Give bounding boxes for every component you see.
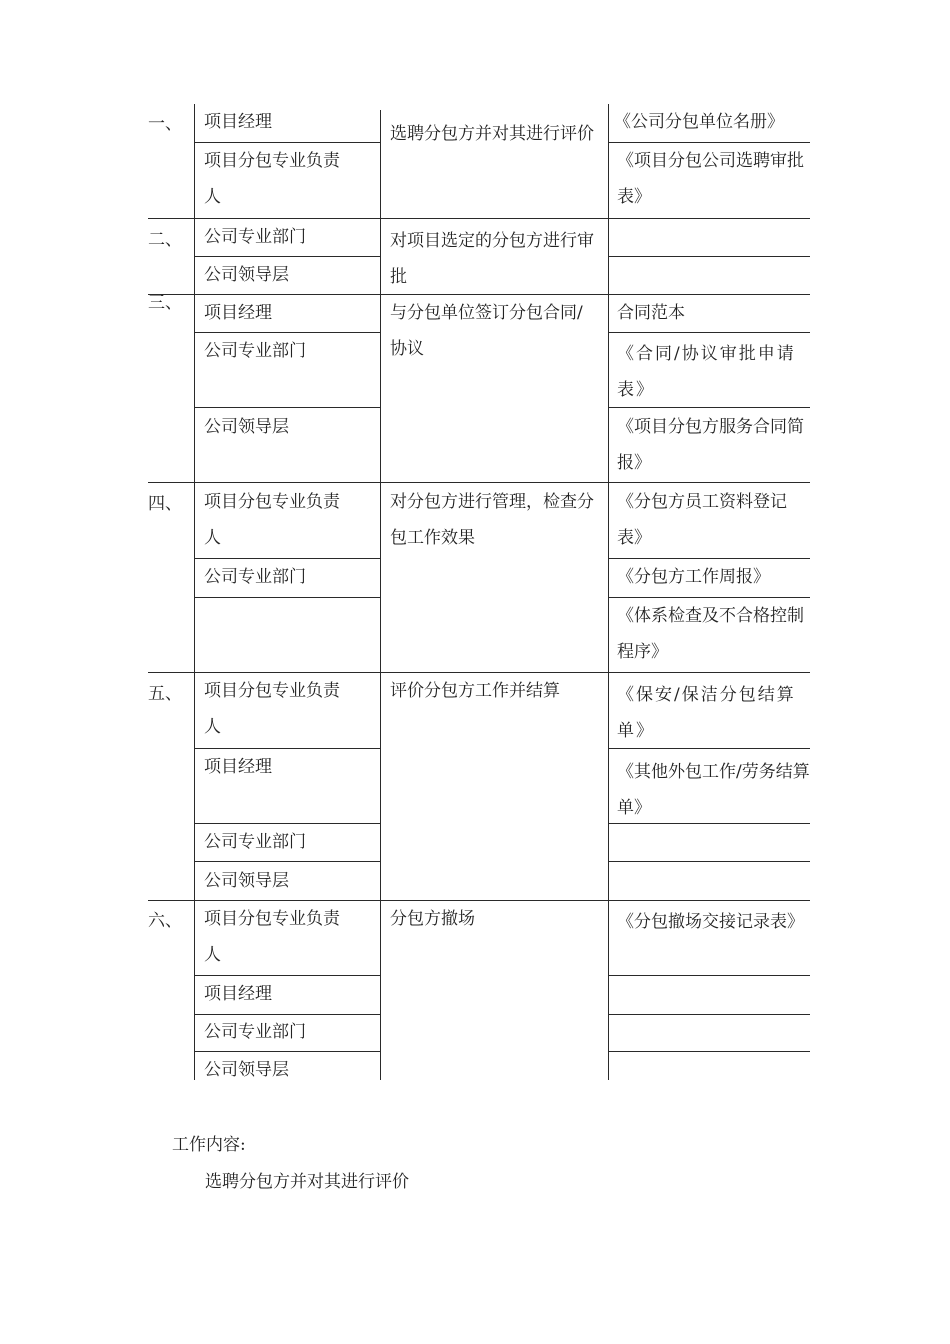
section-number: 一、 — [148, 114, 182, 134]
doc-cell: 合同范本 — [617, 303, 685, 323]
role-cell: 项目经理 — [204, 303, 272, 323]
rule — [194, 597, 380, 598]
doc-cell: 《分包方工作周报》 — [617, 567, 770, 587]
doc-cell: 《体系检查及不合格控制程序》 — [617, 606, 804, 662]
role-cell: 公司专业部门 — [204, 227, 306, 247]
task-cell: 与分包单位签订分包合同/协议 — [390, 303, 583, 359]
rule — [194, 104, 195, 1080]
role-cell: 项目分包专业负责人 — [204, 681, 340, 737]
rule — [380, 110, 381, 1080]
role-cell: 公司领导层 — [204, 265, 289, 285]
section-number: 四、 — [148, 494, 182, 514]
role-cell: 项目分包专业负责人 — [204, 492, 340, 548]
section-heading: 工作内容: — [172, 1135, 246, 1155]
task-cell: 选聘分包方并对其进行评价 — [390, 124, 594, 144]
role-cell: 项目经理 — [204, 984, 272, 1004]
role-cell: 公司专业部门 — [204, 832, 306, 852]
rule — [194, 861, 380, 862]
task-cell: 对项目选定的分包方进行审批 — [390, 231, 594, 287]
section-number: 六、 — [148, 911, 182, 931]
role-cell: 公司领导层 — [204, 1060, 289, 1080]
rule — [608, 975, 810, 976]
role-cell: 公司专业部门 — [204, 1022, 306, 1042]
role-cell: 项目经理 — [204, 112, 272, 132]
rule — [608, 104, 609, 1080]
role-cell: 项目分包专业负责人 — [204, 151, 340, 207]
section-number: 二、 — [148, 230, 182, 250]
doc-cell: 《分包方员工资料登记表》 — [617, 492, 787, 548]
rule — [608, 861, 810, 862]
rule — [608, 1014, 810, 1015]
section-number: 三、 — [148, 293, 182, 313]
doc-cell: 《其他外包工作/劳务结算单》 — [617, 762, 810, 818]
rule — [148, 482, 810, 483]
role-cell: 项目分包专业负责人 — [204, 909, 340, 965]
doc-cell: 《公司分包单位名册》 — [614, 112, 784, 132]
section-number: 五、 — [148, 684, 182, 704]
rule — [194, 407, 380, 408]
task-cell: 分包方撤场 — [390, 909, 475, 929]
role-cell: 公司专业部门 — [204, 341, 306, 361]
doc-cell: 《项目分包方服务合同简报》 — [617, 417, 804, 473]
rule — [608, 256, 810, 257]
doc-cell: 《项目分包公司选聘审批表》 — [617, 151, 804, 207]
role-cell: 公司领导层 — [204, 871, 289, 891]
body-paragraph: 选聘分包方并对其进行评价 — [205, 1172, 409, 1192]
doc-cell: 《保安/保洁分包结算单》 — [617, 685, 796, 741]
rule — [608, 1051, 810, 1052]
task-cell: 对分包方进行管理，检查分包工作效果 — [390, 492, 594, 548]
role-cell: 公司领导层 — [204, 417, 289, 437]
task-cell: 评价分包方工作并结算 — [390, 681, 560, 701]
doc-cell: 《合同/协议审批申请表》 — [617, 344, 796, 400]
role-cell: 公司专业部门 — [204, 567, 306, 587]
rule — [608, 332, 810, 333]
role-cell: 项目经理 — [204, 757, 272, 777]
doc-cell: 《分包撤场交接记录表》 — [617, 912, 804, 932]
